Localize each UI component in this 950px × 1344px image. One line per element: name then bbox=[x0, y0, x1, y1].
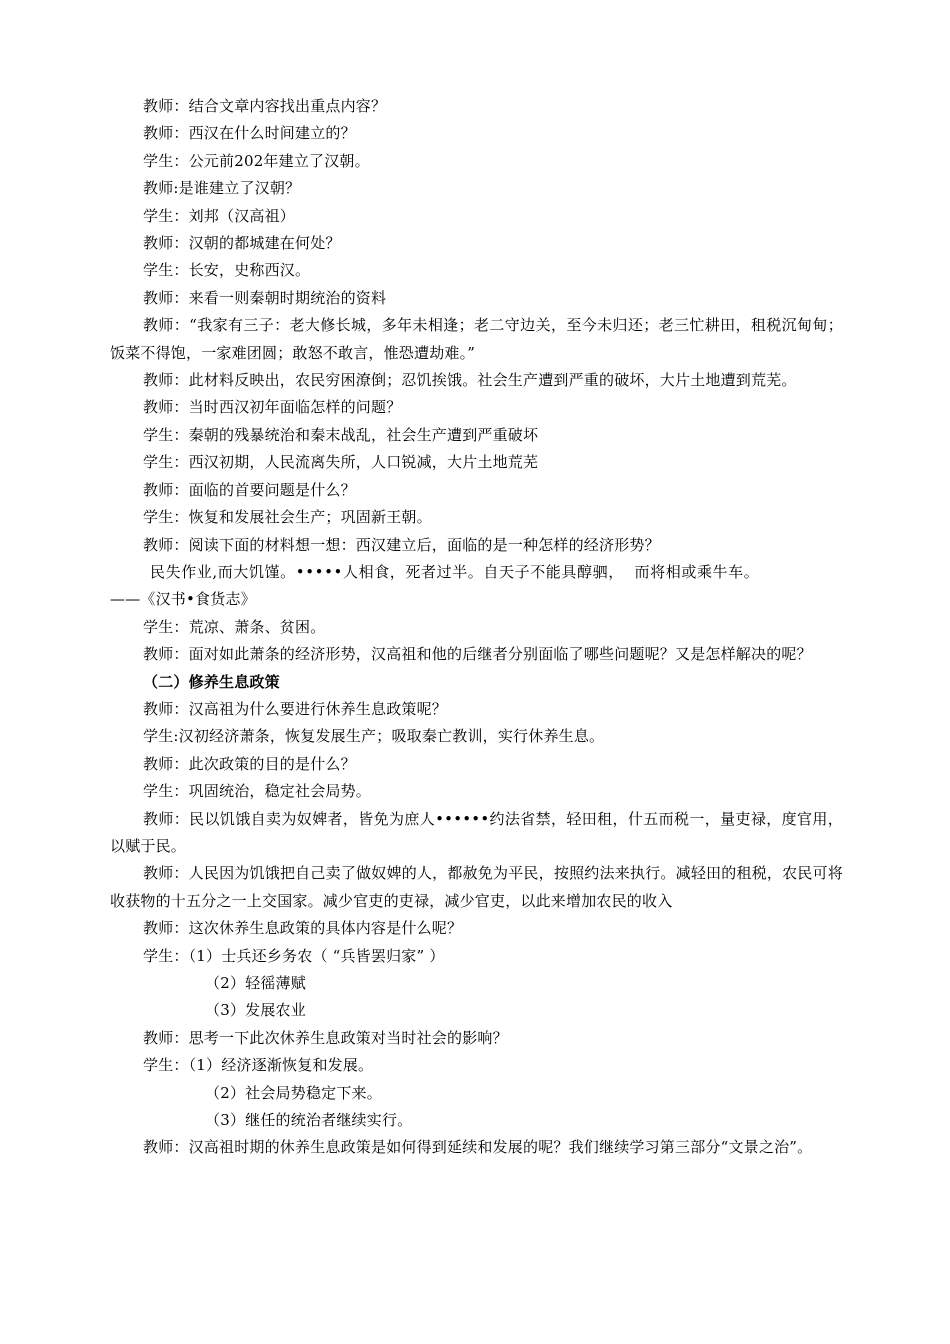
paragraph: 学生：西汉初期，人民流离失所，人口锐减，大片土地荒芜 bbox=[143, 453, 539, 472]
paragraph: 学生：秦朝的残暴统治和秦末战乱，社会生产遭到严重破坏 bbox=[143, 425, 539, 444]
list-item: （3）继任的统治者继续实行。 bbox=[205, 1111, 413, 1130]
paragraph: 教师：民以饥饿自卖为奴婢者，皆免为庶人••••••约法省禁，轻田租，什五而税一，量吏禄，度官用，以赋于民。 bbox=[110, 809, 843, 855]
paragraph: 教师：这次休养生息政策的具体内容是什么呢？ bbox=[143, 919, 463, 938]
paragraph: 学生：公元前202年建立了汉朝。 bbox=[143, 151, 370, 170]
paragraph: 教师：汉朝的都城建在何处？ bbox=[143, 234, 341, 253]
paragraph: 教师：此次政策的目的是什么？ bbox=[143, 754, 356, 773]
paragraph: 教师:是谁建立了汉朝？ bbox=[143, 179, 301, 198]
quoted-passage: 民失作业,而大饥馑。•••••人相食，死者过半。自天子不能具醇驷， 而将相或乘牛车。 bbox=[150, 562, 760, 581]
paragraph: 学生：（1）士兵还乡务农（ “兵皆罢归家” ） bbox=[143, 946, 445, 965]
paragraph: 学生：（1）经济逐渐恢复和发展。 bbox=[143, 1056, 374, 1075]
list-item: （3）发展农业 bbox=[205, 1001, 306, 1020]
paragraph: 学生:汉初经济萧条，恢复发展生产；吸取秦亡教训，实行休养生息。 bbox=[143, 727, 605, 746]
paragraph: 教师：西汉在什么时间建立的？ bbox=[143, 124, 356, 143]
paragraph: 教师：结合文章内容找出重点内容？ bbox=[143, 97, 387, 115]
paragraph: 教师：思考一下此次休养生息政策对当时社会的影响？ bbox=[143, 1028, 508, 1047]
list-item: （2）轻徭薄赋 bbox=[205, 974, 306, 992]
paragraph: 教师：面对如此萧条的经济形势，汉高祖和他的后继者分别面临了哪些问题呢？又是怎样解决的呢？ bbox=[143, 645, 812, 664]
paragraph: 教师：此材料反映出，农民穷困潦倒；忍饥挨饿。社会生产遭到严重的破坏，大片土地遭到荒芜。 bbox=[143, 371, 797, 390]
paragraph: 学生：长安，史称西汉。 bbox=[143, 261, 311, 280]
paragraph: 教师：阅读下面的材料想一想：西汉建立后，面临的是一种怎样的经济形势？ bbox=[143, 535, 660, 554]
paragraph: 学生：刘邦（汉高祖） bbox=[143, 206, 296, 225]
paragraph: 教师：来看一则秦朝时期统治的资料 bbox=[143, 288, 387, 307]
list-item: （2）社会局势稳定下来。 bbox=[205, 1083, 382, 1102]
paragraph: 教师：人民因为饥饿把自己卖了做奴婢的人，都赦免为平民，按照约法来执行。减轻田的租税，农民可将收获物的十五分之一上交国家。减少官吏的吏禄，减少官吏，以此来增加农民的收入 bbox=[110, 864, 843, 910]
paragraph: 教师：“我家有三子：老大修长城，多年未相逢；老二守边关，至今未归还；老三忙耕田，租税沉甸甸；饭菜不得饱，一家难团圆；敢怒不敢言，惟恐遭劫难。” bbox=[110, 316, 843, 362]
paragraph: 学生：巩固统治，稳定社会局势。 bbox=[143, 782, 372, 801]
quote-source: ——《汉书•食货志》 bbox=[110, 590, 256, 609]
document-page bbox=[110, 93, 843, 1162]
section-heading: （二）修养生息政策 bbox=[143, 672, 280, 691]
paragraph: 学生：恢复和发展社会生产；巩固新王朝。 bbox=[143, 508, 432, 527]
paragraph: 教师：面临的首要问题是什么？ bbox=[143, 480, 356, 499]
paragraph: 教师：汉高祖时期的休养生息政策是如何得到延续和发展的呢？我们继续学习第三部分“文景之治”。 bbox=[143, 1138, 813, 1157]
paragraph: 教师：汉高祖为什么要进行休养生息政策呢？ bbox=[143, 699, 448, 718]
paragraph: 学生：荒凉、萧条、贫困。 bbox=[143, 617, 326, 636]
paragraph: 教师：当时西汉初年面临怎样的问题？ bbox=[143, 398, 402, 417]
